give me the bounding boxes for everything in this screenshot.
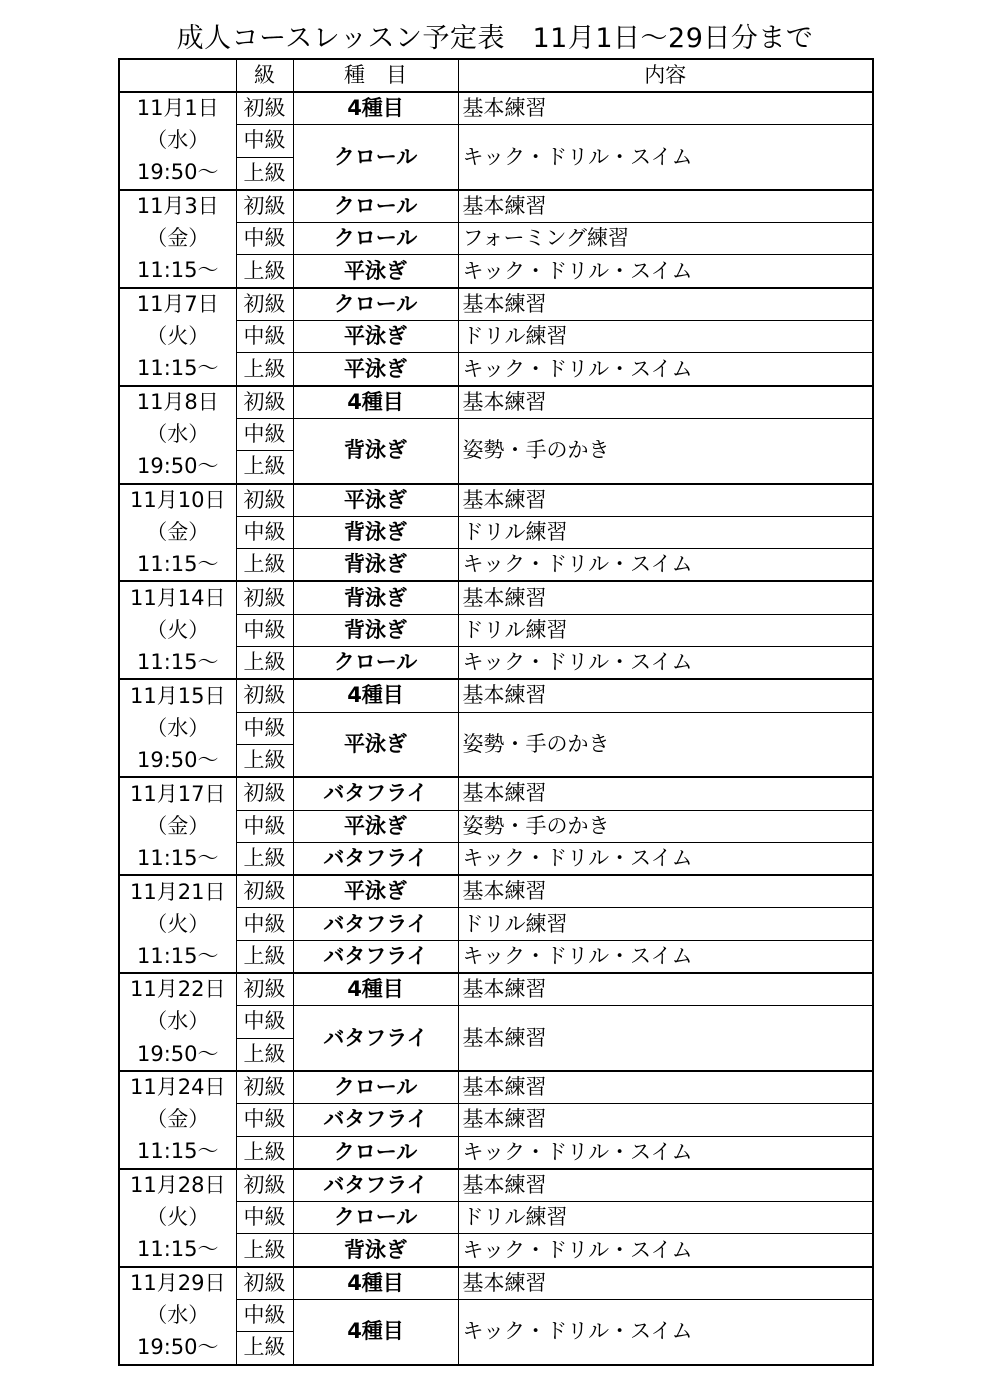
level-cell: 上級 [236, 451, 293, 484]
stroke-cell: クロール [293, 223, 458, 255]
table-row [119, 255, 873, 288]
content-cell: キック・ドリル・スイム [458, 647, 873, 680]
page-title: 成人コースレッスン予定表 11月1日～29日分まで [176, 23, 814, 54]
stroke-cell: バタフライ [293, 842, 458, 875]
table-row [119, 1267, 873, 1300]
date-cell-weekday: （火） [119, 908, 236, 940]
table-row [119, 1104, 873, 1136]
date-cell-date: 11月17日 [119, 777, 236, 810]
stroke-cell: バタフライ [293, 1104, 458, 1136]
stroke-cell: 平泳ぎ [293, 321, 458, 353]
level-cell: 上級 [236, 353, 293, 386]
content-cell: 基本練習 [458, 777, 873, 810]
level-cell: 初級 [236, 581, 293, 614]
content-cell: 基本練習 [458, 1267, 873, 1300]
level-cell: 中級 [236, 321, 293, 353]
date-cell-time: 11:15～ [119, 842, 236, 875]
content-cell: 基本練習 [458, 484, 873, 517]
table-row [119, 125, 873, 157]
stroke-cell: 平泳ぎ [293, 875, 458, 908]
content-cell: 基本練習 [458, 190, 873, 223]
table-row [119, 777, 873, 810]
stroke-cell: 背泳ぎ [293, 549, 458, 582]
level-cell: 上級 [236, 744, 293, 777]
table-row [119, 418, 873, 450]
table-row [119, 1006, 873, 1038]
stroke-cell: 平泳ぎ [293, 810, 458, 842]
table-row [119, 875, 873, 908]
level-cell: 上級 [236, 157, 293, 190]
stroke-cell: クロール [293, 1136, 458, 1169]
level-cell: 中級 [236, 1299, 293, 1331]
table-row [119, 223, 873, 255]
table-row [119, 1071, 873, 1104]
level-cell: 中級 [236, 516, 293, 548]
date-cell-time: 19:50～ [119, 744, 236, 777]
stroke-cell: 平泳ぎ [293, 353, 458, 386]
date-cell-time: 11:15～ [119, 940, 236, 973]
content-cell: 基本練習 [458, 1104, 873, 1136]
level-cell: 初級 [236, 777, 293, 810]
content-cell: 基本練習 [458, 581, 873, 614]
header-content: 内容 [458, 59, 873, 92]
date-cell-date: 11月21日 [119, 875, 236, 908]
stroke-cell: バタフライ [293, 908, 458, 940]
stroke-cell: バタフライ [293, 777, 458, 810]
date-cell-time: 11:15～ [119, 647, 236, 680]
table-row [119, 1202, 873, 1234]
level-cell: 初級 [236, 679, 293, 712]
date-cell-weekday: （水） [119, 1006, 236, 1038]
content-cell: 基本練習 [458, 288, 873, 321]
content-cell: フォーミング練習 [458, 223, 873, 255]
date-cell-date: 11月10日 [119, 484, 236, 517]
table-row [119, 679, 873, 712]
header-stroke: 種 目 [293, 59, 458, 92]
table-row [119, 614, 873, 646]
level-cell: 中級 [236, 125, 293, 157]
stroke-cell: 4種目 [293, 386, 458, 419]
content-cell: ドリル練習 [458, 908, 873, 940]
stroke-cell: クロール [293, 647, 458, 680]
date-cell-date: 11月7日 [119, 288, 236, 321]
stroke-cell: クロール [293, 1202, 458, 1234]
table-row [119, 190, 873, 223]
date-cell-weekday: （水） [119, 418, 236, 450]
table-row [119, 1169, 873, 1202]
table-row [119, 92, 873, 125]
content-cell: キック・ドリル・スイム [458, 255, 873, 288]
stroke-cell: 4種目 [293, 1267, 458, 1300]
level-cell: 中級 [236, 810, 293, 842]
date-cell-date: 11月22日 [119, 973, 236, 1006]
table-row [119, 549, 873, 582]
stroke-cell: 平泳ぎ [293, 484, 458, 517]
content-cell: 基本練習 [458, 92, 873, 125]
header-level: 級 [236, 59, 293, 92]
date-cell-date: 11月28日 [119, 1169, 236, 1202]
header-date [119, 59, 236, 92]
level-cell: 上級 [236, 255, 293, 288]
level-cell: 中級 [236, 1202, 293, 1234]
content-cell: 基本練習 [458, 973, 873, 1006]
content-cell: 基本練習 [458, 386, 873, 419]
stroke-cell: 背泳ぎ [293, 581, 458, 614]
table-row [119, 810, 873, 842]
table-row [119, 321, 873, 353]
level-cell: 上級 [236, 1038, 293, 1071]
content-cell: ドリル練習 [458, 614, 873, 646]
content-cell: 基本練習 [458, 1006, 873, 1071]
date-cell-date: 11月29日 [119, 1267, 236, 1300]
level-cell: 初級 [236, 973, 293, 1006]
date-cell-time: 19:50～ [119, 1332, 236, 1365]
date-cell-date: 11月1日 [119, 92, 236, 125]
date-cell-weekday: （金） [119, 1104, 236, 1136]
level-cell: 初級 [236, 875, 293, 908]
date-cell-weekday: （金） [119, 810, 236, 842]
content-cell: 姿勢・手のかき [458, 810, 873, 842]
content-cell: 基本練習 [458, 875, 873, 908]
table-row [119, 353, 873, 386]
stroke-cell: 背泳ぎ [293, 614, 458, 646]
stroke-cell: 平泳ぎ [293, 712, 458, 777]
stroke-cell: クロール [293, 288, 458, 321]
content-cell: 基本練習 [458, 1071, 873, 1104]
level-cell: 中級 [236, 223, 293, 255]
table-row [119, 842, 873, 875]
level-cell: 中級 [236, 614, 293, 646]
date-cell-time: 11:15～ [119, 353, 236, 386]
table-row [119, 1234, 873, 1267]
stroke-cell: 背泳ぎ [293, 1234, 458, 1267]
lesson-schedule-table [118, 58, 874, 1366]
content-cell: キック・ドリル・スイム [458, 1136, 873, 1169]
date-cell-time: 19:50～ [119, 1038, 236, 1071]
date-cell-date: 11月8日 [119, 386, 236, 419]
stroke-cell: クロール [293, 125, 458, 190]
level-cell: 初級 [236, 1267, 293, 1300]
level-cell: 初級 [236, 1071, 293, 1104]
date-cell-date: 11月14日 [119, 581, 236, 614]
table-row [119, 908, 873, 940]
date-cell-weekday: （火） [119, 1202, 236, 1234]
level-cell: 初級 [236, 484, 293, 517]
content-cell: キック・ドリル・スイム [458, 1299, 873, 1364]
content-cell: ドリル練習 [458, 516, 873, 548]
level-cell: 中級 [236, 1006, 293, 1038]
header-row [119, 59, 873, 92]
content-cell: キック・ドリル・スイム [458, 940, 873, 973]
content-cell: 基本練習 [458, 1169, 873, 1202]
table-row [119, 712, 873, 744]
stroke-cell: 4種目 [293, 1299, 458, 1364]
table-row [119, 1136, 873, 1169]
stroke-cell: 4種目 [293, 679, 458, 712]
stroke-cell: バタフライ [293, 1006, 458, 1071]
content-cell: キック・ドリル・スイム [458, 125, 873, 190]
date-cell-date: 11月24日 [119, 1071, 236, 1104]
stroke-cell: バタフライ [293, 940, 458, 973]
table-row [119, 581, 873, 614]
level-cell: 初級 [236, 190, 293, 223]
stroke-cell: 平泳ぎ [293, 255, 458, 288]
table-row [119, 386, 873, 419]
table-row [119, 647, 873, 680]
content-cell: 基本練習 [458, 679, 873, 712]
content-cell: キック・ドリル・スイム [458, 549, 873, 582]
date-cell-time: 11:15～ [119, 255, 236, 288]
level-cell: 初級 [236, 288, 293, 321]
content-cell: 姿勢・手のかき [458, 712, 873, 777]
content-cell: キック・ドリル・スイム [458, 353, 873, 386]
date-cell-weekday: （水） [119, 1299, 236, 1331]
stroke-cell: 背泳ぎ [293, 418, 458, 483]
stroke-cell: 4種目 [293, 92, 458, 125]
level-cell: 中級 [236, 1104, 293, 1136]
date-cell-time: 11:15～ [119, 1136, 236, 1169]
level-cell: 上級 [236, 647, 293, 680]
level-cell: 初級 [236, 386, 293, 419]
table-row [119, 516, 873, 548]
level-cell: 上級 [236, 549, 293, 582]
date-cell-weekday: （金） [119, 516, 236, 548]
level-cell: 上級 [236, 940, 293, 973]
date-cell-time: 19:50～ [119, 451, 236, 484]
table-row [119, 1299, 873, 1331]
table-row [119, 940, 873, 973]
level-cell: 中級 [236, 712, 293, 744]
level-cell: 中級 [236, 418, 293, 450]
stroke-cell: クロール [293, 1071, 458, 1104]
level-cell: 初級 [236, 1169, 293, 1202]
date-cell-time: 11:15～ [119, 549, 236, 582]
level-cell: 初級 [236, 92, 293, 125]
date-cell-weekday: （水） [119, 712, 236, 744]
date-cell-weekday: （火） [119, 614, 236, 646]
date-cell-weekday: （火） [119, 321, 236, 353]
date-cell-date: 11月15日 [119, 679, 236, 712]
level-cell: 上級 [236, 1136, 293, 1169]
table-row [119, 973, 873, 1006]
content-cell: キック・ドリル・スイム [458, 1234, 873, 1267]
date-cell-weekday: （金） [119, 223, 236, 255]
stroke-cell: 背泳ぎ [293, 516, 458, 548]
table-row [119, 288, 873, 321]
date-cell-date: 11月3日 [119, 190, 236, 223]
level-cell: 上級 [236, 1234, 293, 1267]
content-cell: ドリル練習 [458, 1202, 873, 1234]
level-cell: 中級 [236, 908, 293, 940]
level-cell: 上級 [236, 1332, 293, 1365]
table-row [119, 484, 873, 517]
stroke-cell: クロール [293, 190, 458, 223]
schedule-body [119, 92, 873, 1365]
date-cell-time: 19:50～ [119, 157, 236, 190]
stroke-cell: バタフライ [293, 1169, 458, 1202]
date-cell-time: 11:15～ [119, 1234, 236, 1267]
content-cell: キック・ドリル・スイム [458, 842, 873, 875]
content-cell: ドリル練習 [458, 321, 873, 353]
stroke-cell: 4種目 [293, 973, 458, 1006]
date-cell-weekday: （水） [119, 125, 236, 157]
content-cell: 姿勢・手のかき [458, 418, 873, 483]
level-cell: 上級 [236, 842, 293, 875]
